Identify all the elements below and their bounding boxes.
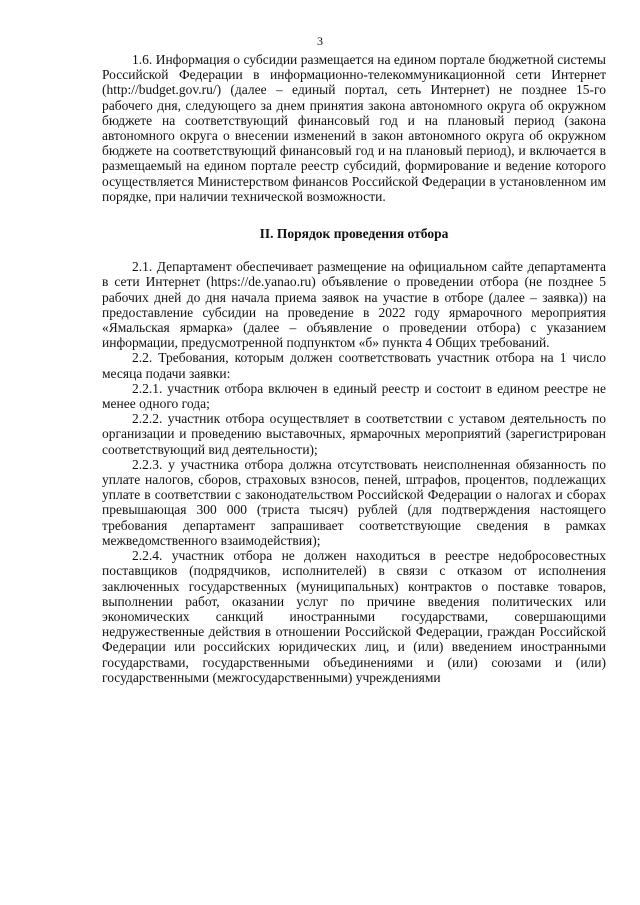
page-number: 3 bbox=[317, 34, 323, 48]
paragraph-1-6: 1.6. Информация о субсидии размещается на едином портале бюджетной системы Российской Федерации в информационно-телекоммуникационной сети Интернет (http://budget.gov.ru/) (далее – единый портал, сеть Интернет) не позднее 15-го рабочего дня, следующего за днем принятия закона автономного округа об окружном бюджете на соответствующий финансовый год и на плановый период (закона автономного округа о внесении изменений в закон автономного округа об окружном бюджете на соответствующий финансовый год и на плановый период), и включается в размещаемый на едином портале реестр субсидий, формирование и ведение которого осуществляется Министерством финансов Российской Федерации в установленном им порядке, при наличии технической возможности. bbox=[102, 52, 606, 204]
paragraph-2-2-2: 2.2.2. участник отбора осуществляет в соответствии с уставом деятельность по организации и проведению выставочных, ярмарочных мероприятий (зарегистрирован соответствующий вид деятельности); bbox=[102, 411, 606, 457]
section-heading: II. Порядок проведения отбора bbox=[259, 226, 449, 242]
paragraph-2-2-1: 2.2.1. участник отбора включен в единый реестр и состоит в едином реестре не менее одного года; bbox=[102, 380, 606, 412]
paragraph-2-2: 2.2. Требования, которым должен соответствовать участник отбора на 1 число месяца подачи заявки: bbox=[102, 350, 606, 381]
paragraph-2-2-3: 2.2.3. у участника отбора должна отсутствовать неисполненная обязанность по уплате налогов, сборов, страховых взносов, пеней, штрафов, процентов, подлежащих уплате в соответствии с законодательством Российской Федерации о налогах и сборах превышающая 300 000 (триста тысяч) рублей (для подтверждения настоящего требования департамент запрашивает соответствующие сведения в рамках межведомственного взаимодействия); bbox=[102, 456, 606, 548]
document-body bbox=[102, 52, 606, 685]
paragraph-2-2-4: 2.2.4. участник отбора не должен находиться в реестре недобросовестных поставщиков (подрядчиков, исполнителей) в связи с отказом от исполнения заключенных государственных (муниципальных) контрактов о поставке товаров, выполнении работ, оказании услуг по причине введения политических или экономических санкций иностранными государствами, совершающими недружественные действия в отношении Российской Федерации, граждан Российской Федерации или российских юридических лиц, и (или) введением иностранными государствами, государственными объединениями и (или) союзами и (или) государственными (межгосударственными) учреждениями bbox=[102, 548, 606, 685]
paragraph-2-1: 2.1. Департамент обеспечивает размещение на официальном сайте департамента в сети Интернет (https://de.yanao.ru) объявление о проведении отбора (не позднее 5 рабочих дней до дня начала приема заявок на участие в отборе (далее – заявка)) на предоставление субсидии на проведение в 2022 году ярмарочного мероприятия «Ямальская ярмарка» (далее – объявление о проведении отбора) с указанием информации, предусмотренной подпунктом «б» пункта 4 Общих требований. bbox=[102, 259, 606, 351]
